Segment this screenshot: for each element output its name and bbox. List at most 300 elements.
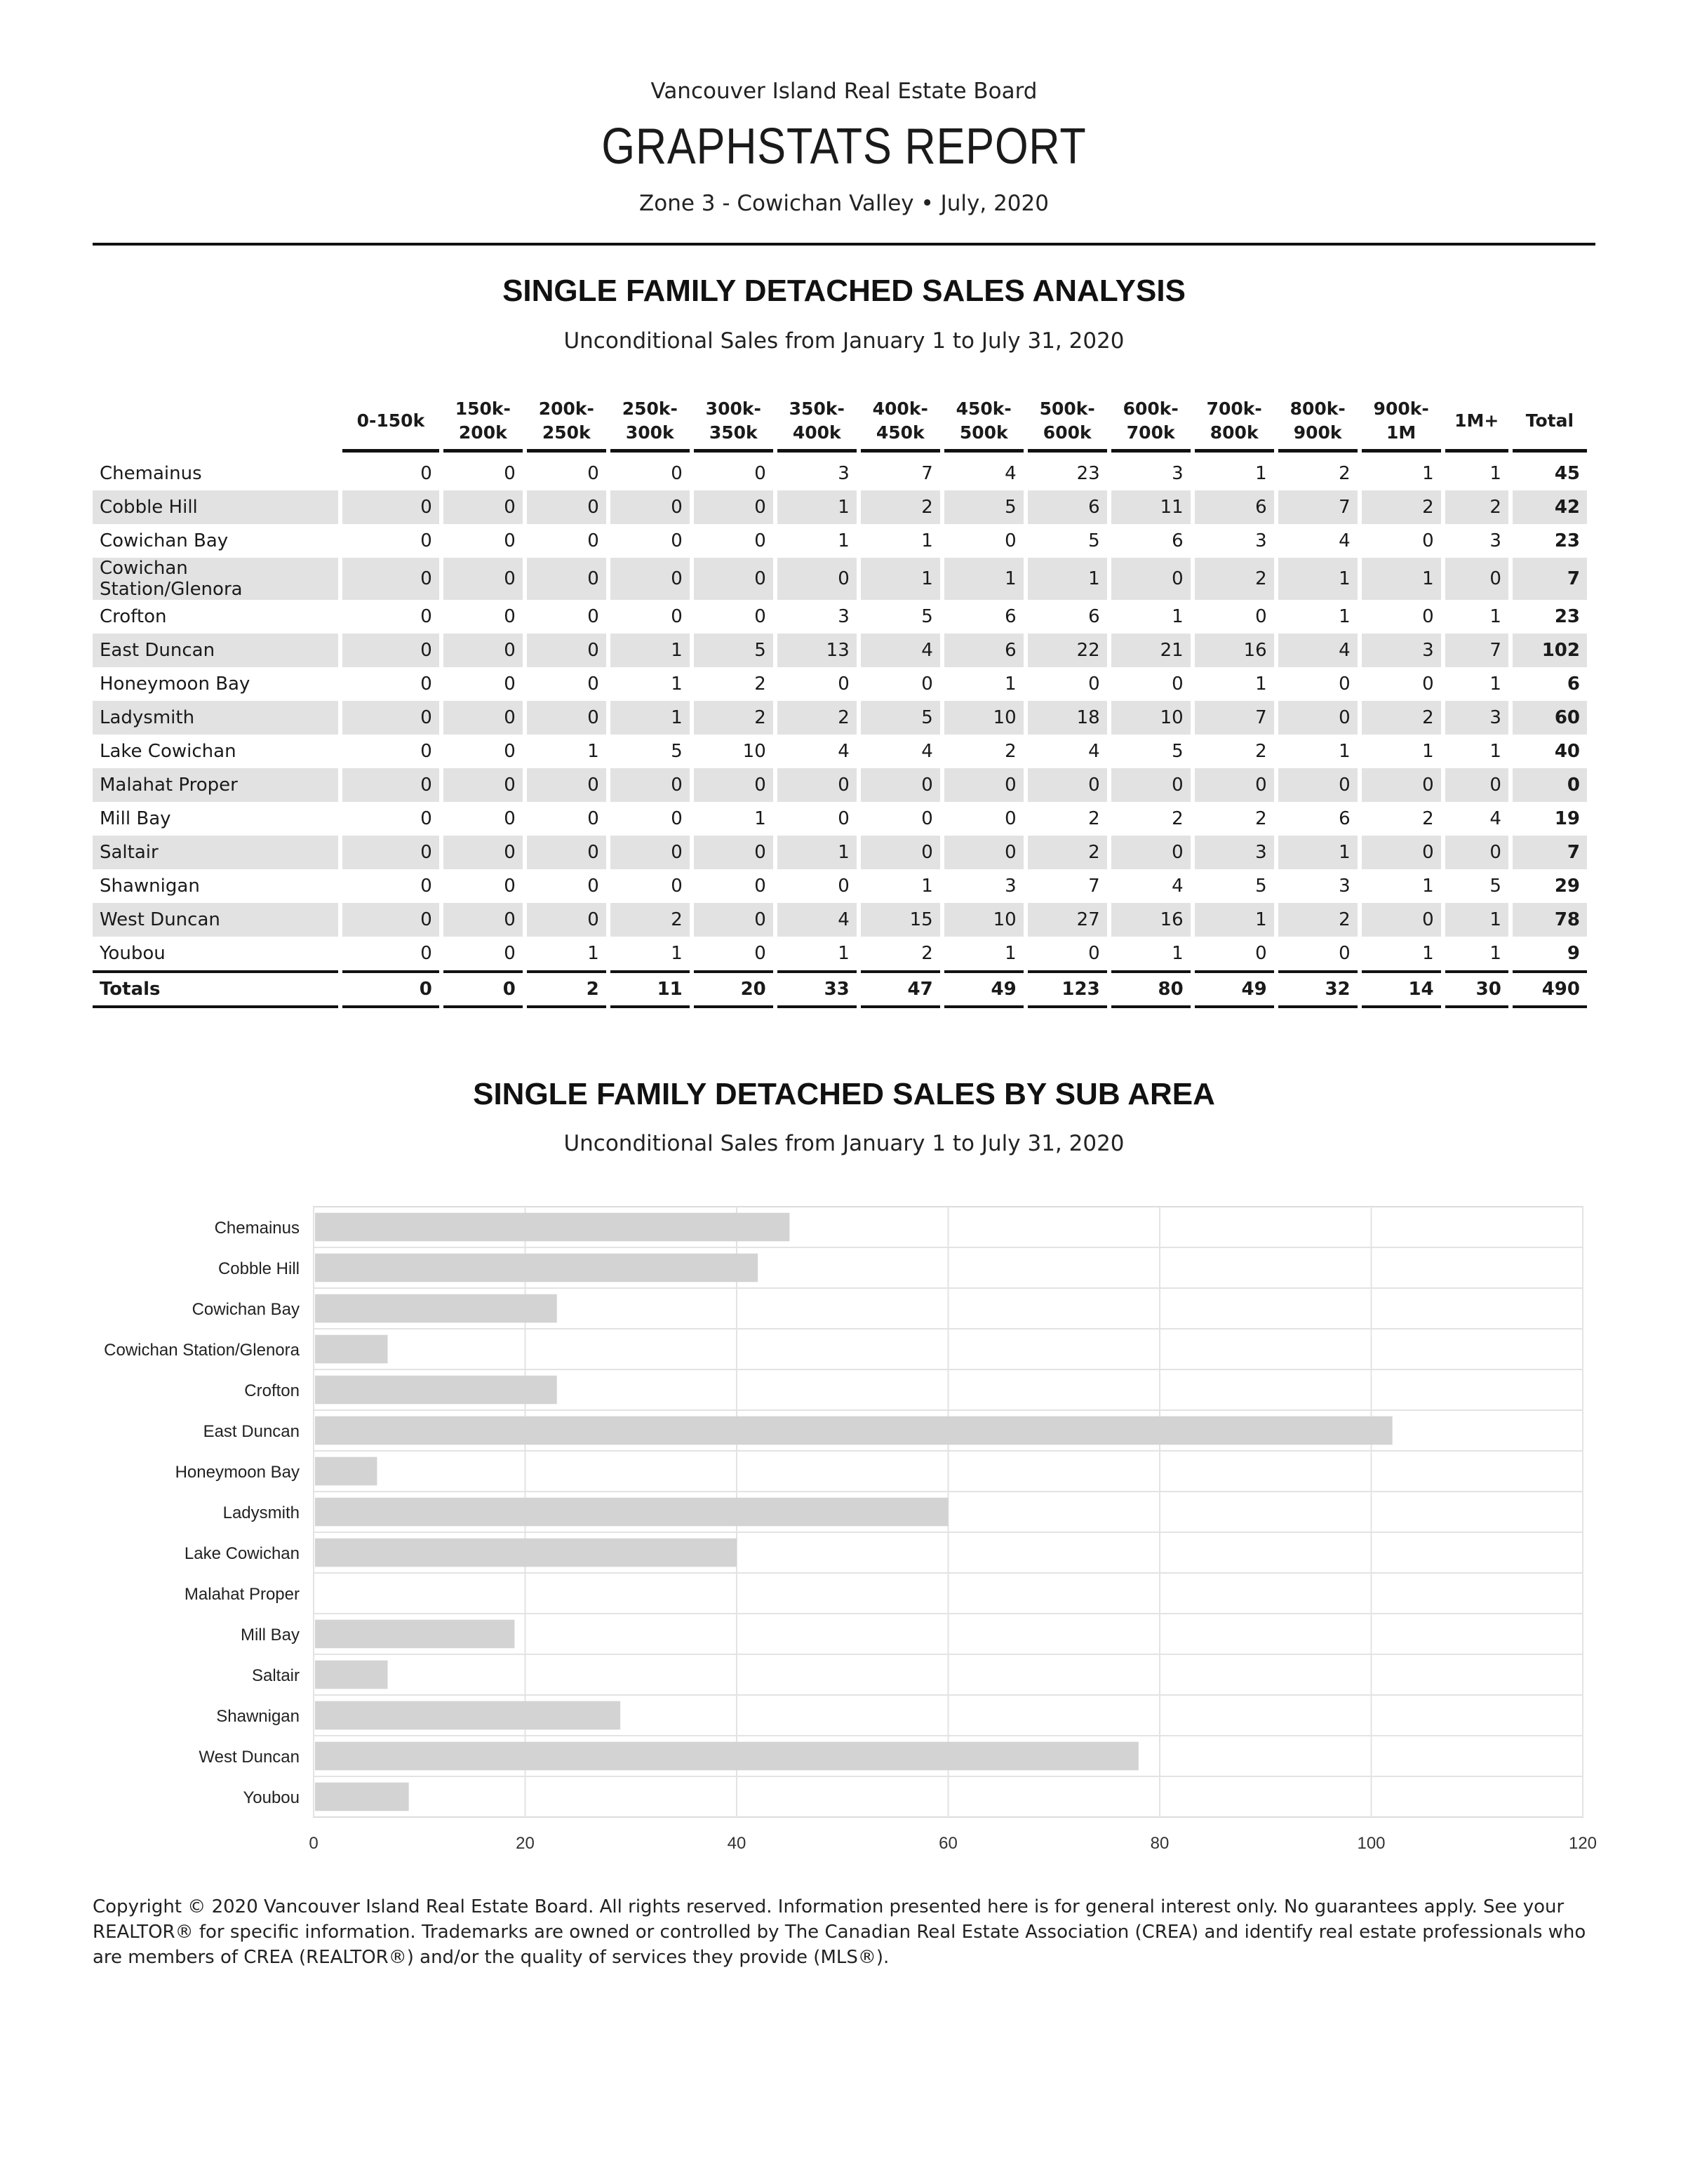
table-cell: 0 (504, 876, 516, 897)
table-cell: 0 (527, 634, 606, 667)
table-cell: 0 (504, 606, 516, 627)
column-header (443, 393, 523, 453)
column-header-line: 800k- (1290, 398, 1346, 419)
table-cell: 0 (861, 768, 940, 802)
table-cell: 0 (527, 768, 606, 802)
table-cell: 0 (342, 836, 439, 869)
y-category-label: Malahat Proper (184, 1585, 300, 1604)
column-header (694, 393, 773, 453)
table-cell: 1 (1172, 943, 1184, 964)
table-cell: 3 (838, 463, 850, 484)
row-area-name: Honeymoon Bay (100, 674, 250, 695)
column-header (861, 393, 940, 453)
table-cell: 1 (777, 836, 857, 869)
column-header (1111, 393, 1191, 453)
table-cell: 0 (838, 674, 850, 695)
table-cell: 0 (1111, 768, 1191, 802)
table-cell: 16 (1195, 634, 1274, 667)
column-header (777, 393, 857, 453)
row-area-name: Saltair (93, 836, 338, 869)
table-cell: 1 (921, 530, 933, 551)
table-cell: 0 (504, 808, 516, 829)
totals-cell: 14 (1362, 970, 1441, 1008)
column-header-line: 450k- (956, 398, 1012, 419)
report-title: GRAPHSTATS REPORT (601, 119, 1087, 175)
table-row (93, 558, 1587, 600)
totals-row (93, 970, 1587, 1008)
table-cell: 0 (342, 768, 439, 802)
row-area-name: Youbou (100, 943, 166, 964)
x-tick-label: 40 (727, 1834, 746, 1853)
table-cell: 4 (921, 741, 933, 762)
table-cell: 2 (1422, 808, 1434, 829)
table-cell: 0 (342, 558, 439, 600)
table-cell: 0 (777, 558, 857, 600)
table-cell: 0 (443, 634, 523, 667)
table-cell: 0 (420, 463, 432, 484)
table-cell: 0 (1339, 943, 1351, 964)
table-cell: 1 (1195, 903, 1274, 937)
table-cell: 0 (504, 463, 516, 484)
bar-cowichan-station-glenora (315, 1335, 388, 1364)
table-cell: 0 (420, 808, 432, 829)
y-category-label: Shawnigan (216, 1707, 300, 1726)
table-cell: 4 (861, 634, 940, 667)
table-row (93, 869, 1587, 903)
table-cell: 7 (1445, 634, 1508, 667)
table-cell: 0 (694, 558, 773, 600)
column-header-line: 350k- (789, 398, 845, 419)
table-cell: 1 (1028, 558, 1107, 600)
copyright-footer: Copyright © 2020 Vancouver Island Real Estate Board. All rights reserved. Information presented here is for general interest only. No guarantees apply. See your REALTOR® for specific information. Trademarks are owned or controlled by The Canadian Real Estate Association (CREA) and identify real estate professionals who are members of CREA (REALTOR®) and/or the quality of services they provide (MLS®). (93, 1896, 1586, 1968)
table-cell: 1 (1278, 836, 1358, 869)
row-area-name: Cowichan Bay (100, 530, 229, 551)
column-header-line: 400k (792, 422, 841, 443)
table-cell: 0 (1278, 768, 1358, 802)
y-category-label: Crofton (244, 1381, 300, 1400)
x-tick-label: 120 (1568, 1834, 1597, 1853)
bar-lake-cowichan (315, 1539, 737, 1567)
table-cell: 21 (1111, 634, 1191, 667)
table-cell: 23 (1076, 463, 1100, 484)
totals-cell: 49 (1195, 970, 1274, 1008)
table-cell: 0 (1172, 674, 1184, 695)
column-header-line: 600k- (1123, 398, 1179, 419)
table-cell: 2 (754, 674, 766, 695)
table-cell: 2 (1028, 836, 1107, 869)
table-cell: 0 (694, 490, 773, 524)
table-cell: 0 (1028, 768, 1107, 802)
bar-youbou (315, 1783, 409, 1811)
table-cell: 2 (1339, 463, 1351, 484)
table-row (93, 667, 1587, 701)
bar-chemainus (315, 1213, 789, 1242)
table-cell: 0 (342, 490, 439, 524)
table-cell: 2 (1088, 808, 1100, 829)
table-cell: 22 (1028, 634, 1107, 667)
table-row (93, 701, 1587, 735)
column-header-line: 150k- (455, 398, 511, 419)
table-cell: 0 (504, 943, 516, 964)
row-total-cell: 6 (1567, 674, 1580, 695)
chart-section-subtitle: Unconditional Sales from January 1 to July 31, 2020 (563, 1131, 1125, 1156)
table-cell: 0 (527, 836, 606, 869)
table-cell: 2 (1445, 490, 1508, 524)
table-cell: 1 (671, 943, 683, 964)
report-subtitle: Zone 3 - Cowichan Valley • July, 2020 (639, 191, 1049, 216)
column-header-line: 250k (542, 422, 591, 443)
table-cell: 0 (342, 701, 439, 735)
column-header (1195, 393, 1274, 453)
table-cell: 1 (1422, 876, 1434, 897)
table-cell: 0 (694, 836, 773, 869)
totals-cell: 123 (1028, 970, 1107, 1008)
row-total-cell: 23 (1554, 606, 1580, 627)
column-header (1445, 393, 1508, 453)
table-cell: 5 (1255, 876, 1267, 897)
table-cell: 2 (921, 943, 933, 964)
table-cell: 0 (1255, 606, 1267, 627)
column-header-line: 700k- (1206, 398, 1262, 419)
table-cell: 6 (1172, 530, 1184, 551)
row-total-cell: 42 (1513, 490, 1587, 524)
table-section-subtitle: Unconditional Sales from January 1 to July 31, 2020 (563, 328, 1125, 354)
table-cell: 0 (587, 808, 599, 829)
y-category-label: Mill Bay (240, 1626, 300, 1644)
table-cell: 1 (1489, 943, 1501, 964)
totals-cell: 490 (1513, 970, 1587, 1008)
table-cell: 0 (694, 768, 773, 802)
column-header-line: 1M (1386, 422, 1416, 443)
table-cell: 0 (1005, 530, 1017, 551)
table-cell: 0 (1445, 836, 1508, 869)
table-cell: 0 (527, 903, 606, 937)
table-cell: 4 (1339, 530, 1351, 551)
table-header-row (93, 393, 1587, 453)
table-cell: 0 (838, 808, 850, 829)
table-cell: 2 (1172, 808, 1184, 829)
table-cell: 1 (1339, 606, 1351, 627)
table-cell: 0 (671, 808, 683, 829)
table-row (93, 768, 1587, 802)
table-body (93, 453, 1587, 1008)
table-cell: 0 (921, 808, 933, 829)
table-cell: 7 (1195, 701, 1274, 735)
table-cell: 18 (1028, 701, 1107, 735)
table-cell: 1 (1005, 943, 1017, 964)
table-cell: 0 (610, 490, 690, 524)
table-row (93, 453, 1587, 490)
table-cell: 1 (921, 876, 933, 897)
table-cell: 0 (443, 490, 523, 524)
table-cell: 0 (838, 876, 850, 897)
table-cell: 0 (587, 876, 599, 897)
y-category-label: East Duncan (203, 1422, 300, 1441)
organization-name: Vancouver Island Real Estate Board (650, 79, 1038, 104)
bar-shawnigan (315, 1701, 620, 1730)
row-area-name: Mill Bay (100, 808, 171, 829)
table-cell: 0 (671, 530, 683, 551)
table-cell: 2 (1362, 701, 1441, 735)
table-cell: 0 (754, 530, 766, 551)
table-cell: 0 (443, 836, 523, 869)
column-header-line: 600k (1043, 422, 1092, 443)
row-total-cell: 45 (1554, 463, 1580, 484)
row-area-name: West Duncan (93, 903, 338, 937)
column-header-line: 250k- (622, 398, 678, 419)
table-cell: 0 (420, 741, 432, 762)
totals-cell: 32 (1278, 970, 1358, 1008)
table-cell: 6 (1005, 606, 1017, 627)
totals-cell: 49 (944, 970, 1024, 1008)
table-cell: 0 (1445, 768, 1508, 802)
table-cell: 5 (861, 701, 940, 735)
row-area-name: Shawnigan (100, 876, 200, 897)
table-cell: 4 (838, 741, 850, 762)
row-total-cell: 7 (1513, 836, 1587, 869)
column-header-line: 700k (1126, 422, 1175, 443)
table-cell: 0 (754, 606, 766, 627)
bar-cobble-hill (315, 1254, 758, 1282)
table-cell: 0 (610, 836, 690, 869)
table-cell: 0 (587, 463, 599, 484)
row-area-name: Lake Cowichan (100, 741, 236, 762)
table-cell: 1 (1422, 463, 1434, 484)
table-cell: 0 (420, 674, 432, 695)
row-area-name: East Duncan (93, 634, 338, 667)
area-column-header (93, 393, 338, 453)
table-cell: 0 (420, 530, 432, 551)
bar-ladysmith (315, 1498, 949, 1527)
row-area-name: Ladysmith (93, 701, 338, 735)
bar-chart-svg (0, 1193, 1688, 1859)
table-cell: 0 (1088, 674, 1100, 695)
table-cell: 0 (1362, 836, 1441, 869)
table-cell: 1 (838, 530, 850, 551)
column-header-line: 300k- (705, 398, 761, 419)
y-category-label: Ladysmith (222, 1503, 300, 1522)
table-cell: 1 (1422, 741, 1434, 762)
column-header (610, 393, 690, 453)
table-cell: 0 (587, 674, 599, 695)
table-cell: 2 (777, 701, 857, 735)
table-cell: 0 (754, 943, 766, 964)
row-total-cell: 102 (1513, 634, 1587, 667)
table-row (93, 490, 1587, 524)
totals-cell: 47 (861, 970, 940, 1008)
table-cell: 10 (944, 701, 1024, 735)
y-category-label: Cowichan Station/Glenora (104, 1341, 300, 1360)
row-total-cell: 40 (1554, 741, 1580, 762)
table-cell: 3 (1172, 463, 1184, 484)
table-cell: 1 (1489, 741, 1501, 762)
totals-cell: 2 (527, 970, 606, 1008)
column-header-line: 200k (458, 422, 507, 443)
table-cell: 0 (443, 903, 523, 937)
table-cell: 3 (1005, 876, 1017, 897)
table-cell: 0 (694, 903, 773, 937)
table-cell: 1 (1172, 606, 1184, 627)
table-cell: 5 (694, 634, 773, 667)
y-category-label: Lake Cowichan (184, 1544, 300, 1563)
table-cell: 3 (1255, 530, 1267, 551)
table-cell: 7 (1088, 876, 1100, 897)
bar-cowichan-bay (315, 1294, 557, 1323)
column-header (944, 393, 1024, 453)
table-cell: 0 (1445, 558, 1508, 600)
bar-west-duncan (315, 1742, 1139, 1771)
table-cell: 0 (504, 741, 516, 762)
x-tick-label: 60 (939, 1834, 958, 1853)
table-cell: 0 (1339, 674, 1351, 695)
table-cell: 0 (1195, 768, 1274, 802)
table-cell: 0 (420, 943, 432, 964)
column-header (1278, 393, 1358, 453)
totals-label: Totals (93, 970, 338, 1008)
table-cell: 4 (1088, 741, 1100, 762)
row-area-name: Cowichan Station/Glenora (93, 558, 338, 600)
column-header-line: 450k (876, 422, 925, 443)
table-cell: 1 (838, 943, 850, 964)
table-cell: 0 (527, 558, 606, 600)
row-total-cell: 29 (1554, 876, 1580, 897)
table-cell: 7 (921, 463, 933, 484)
row-total-cell: 19 (1554, 808, 1580, 829)
totals-cell: 0 (342, 970, 439, 1008)
table-row (93, 836, 1587, 869)
table-cell: 2 (1195, 558, 1274, 600)
row-total-cell: 78 (1513, 903, 1587, 937)
header-divider (93, 243, 1595, 246)
totals-cell: 80 (1111, 970, 1191, 1008)
table-cell: 16 (1111, 903, 1191, 937)
table-cell: 0 (671, 606, 683, 627)
table-cell: 0 (342, 903, 439, 937)
table-row (93, 903, 1587, 937)
table-cell: 0 (443, 768, 523, 802)
table-cell: 1 (754, 808, 766, 829)
table-cell: 13 (777, 634, 857, 667)
bar-mill-bay (315, 1620, 514, 1649)
table-cell: 0 (944, 836, 1024, 869)
table-cell: 5 (1172, 741, 1184, 762)
table-cell: 1 (944, 558, 1024, 600)
y-category-label: Cowichan Bay (192, 1300, 300, 1319)
table-cell: 11 (1111, 490, 1191, 524)
sales-by-sub-area-chart (0, 1193, 1688, 1859)
table-cell: 4 (1172, 876, 1184, 897)
totals-cell: 33 (777, 970, 857, 1008)
sales-analysis-table (88, 393, 1591, 1008)
table-cell: 0 (504, 674, 516, 695)
column-header-line: 200k- (538, 398, 594, 419)
table-cell: 0 (754, 876, 766, 897)
table-cell: 0 (342, 634, 439, 667)
y-category-label: Honeymoon Bay (175, 1463, 300, 1482)
table-cell: 0 (443, 701, 523, 735)
table-cell: 2 (1255, 808, 1267, 829)
table-cell: 2 (1255, 741, 1267, 762)
table-cell: 0 (1088, 943, 1100, 964)
table-cell: 10 (742, 741, 766, 762)
totals-cell: 11 (610, 970, 690, 1008)
table-row (93, 735, 1587, 768)
table-cell: 0 (420, 876, 432, 897)
table-cell: 2 (861, 490, 940, 524)
column-header (342, 393, 439, 453)
table-cell: 2 (610, 903, 690, 937)
table-cell: 3 (1195, 836, 1274, 869)
x-tick-label: 20 (516, 1834, 535, 1853)
column-header (1513, 393, 1587, 453)
table-cell: 6 (1195, 490, 1274, 524)
table-cell: 1 (1489, 463, 1501, 484)
table-cell: 0 (610, 768, 690, 802)
column-header-line: 800k (1210, 422, 1259, 443)
table-cell: 6 (1088, 606, 1100, 627)
table-cell: 0 (777, 768, 857, 802)
table-cell: 0 (1422, 606, 1434, 627)
chart-section-title: SINGLE FAMILY DETACHED SALES BY SUB AREA (473, 1077, 1215, 1111)
row-total-cell: 60 (1513, 701, 1587, 735)
table-cell: 1 (1362, 558, 1441, 600)
x-tick-label: 100 (1357, 1834, 1386, 1853)
table-cell: 2 (1362, 490, 1441, 524)
table-cell: 0 (1255, 943, 1267, 964)
column-header (1028, 393, 1107, 453)
totals-cell: 20 (694, 970, 773, 1008)
table-row (93, 937, 1587, 970)
table-cell: 2 (1278, 903, 1358, 937)
y-category-label: Youbou (243, 1788, 300, 1807)
table-section-title: SINGLE FAMILY DETACHED SALES ANALYSIS (502, 274, 1186, 308)
row-total-cell: 9 (1567, 943, 1580, 964)
table-cell: 1 (1255, 674, 1267, 695)
table-cell: 3 (1445, 701, 1508, 735)
column-header-line: 500k- (1039, 398, 1095, 419)
table-cell: 0 (420, 606, 432, 627)
table-cell: 4 (1005, 463, 1017, 484)
row-area-name: Cobble Hill (93, 490, 338, 524)
table-cell: 6 (1339, 808, 1351, 829)
table-cell: 0 (610, 558, 690, 600)
table-cell: 2 (694, 701, 773, 735)
row-total-cell: 23 (1554, 530, 1580, 551)
table-cell: 5 (1489, 876, 1501, 897)
table-cell: 3 (1489, 530, 1501, 551)
table-cell: 5 (1088, 530, 1100, 551)
table-cell: 0 (443, 558, 523, 600)
totals-cell: 30 (1445, 970, 1508, 1008)
table-cell: 0 (504, 530, 516, 551)
table-cell: 1 (610, 634, 690, 667)
table-cell: 0 (754, 463, 766, 484)
table-cell: 0 (1278, 701, 1358, 735)
table-cell: 0 (587, 606, 599, 627)
row-area-name: Malahat Proper (93, 768, 338, 802)
row-area-name: Crofton (100, 606, 167, 627)
y-category-label: Saltair (251, 1666, 300, 1685)
table-cell: 0 (1362, 903, 1441, 937)
table-cell: 1 (671, 674, 683, 695)
table-cell: 1 (1005, 674, 1017, 695)
table-cell: 0 (1111, 836, 1191, 869)
table-cell: 1 (861, 558, 940, 600)
column-header-line: 300k (625, 422, 674, 443)
table-cell: 1 (610, 701, 690, 735)
table-cell: 10 (1111, 701, 1191, 735)
column-header (527, 393, 606, 453)
